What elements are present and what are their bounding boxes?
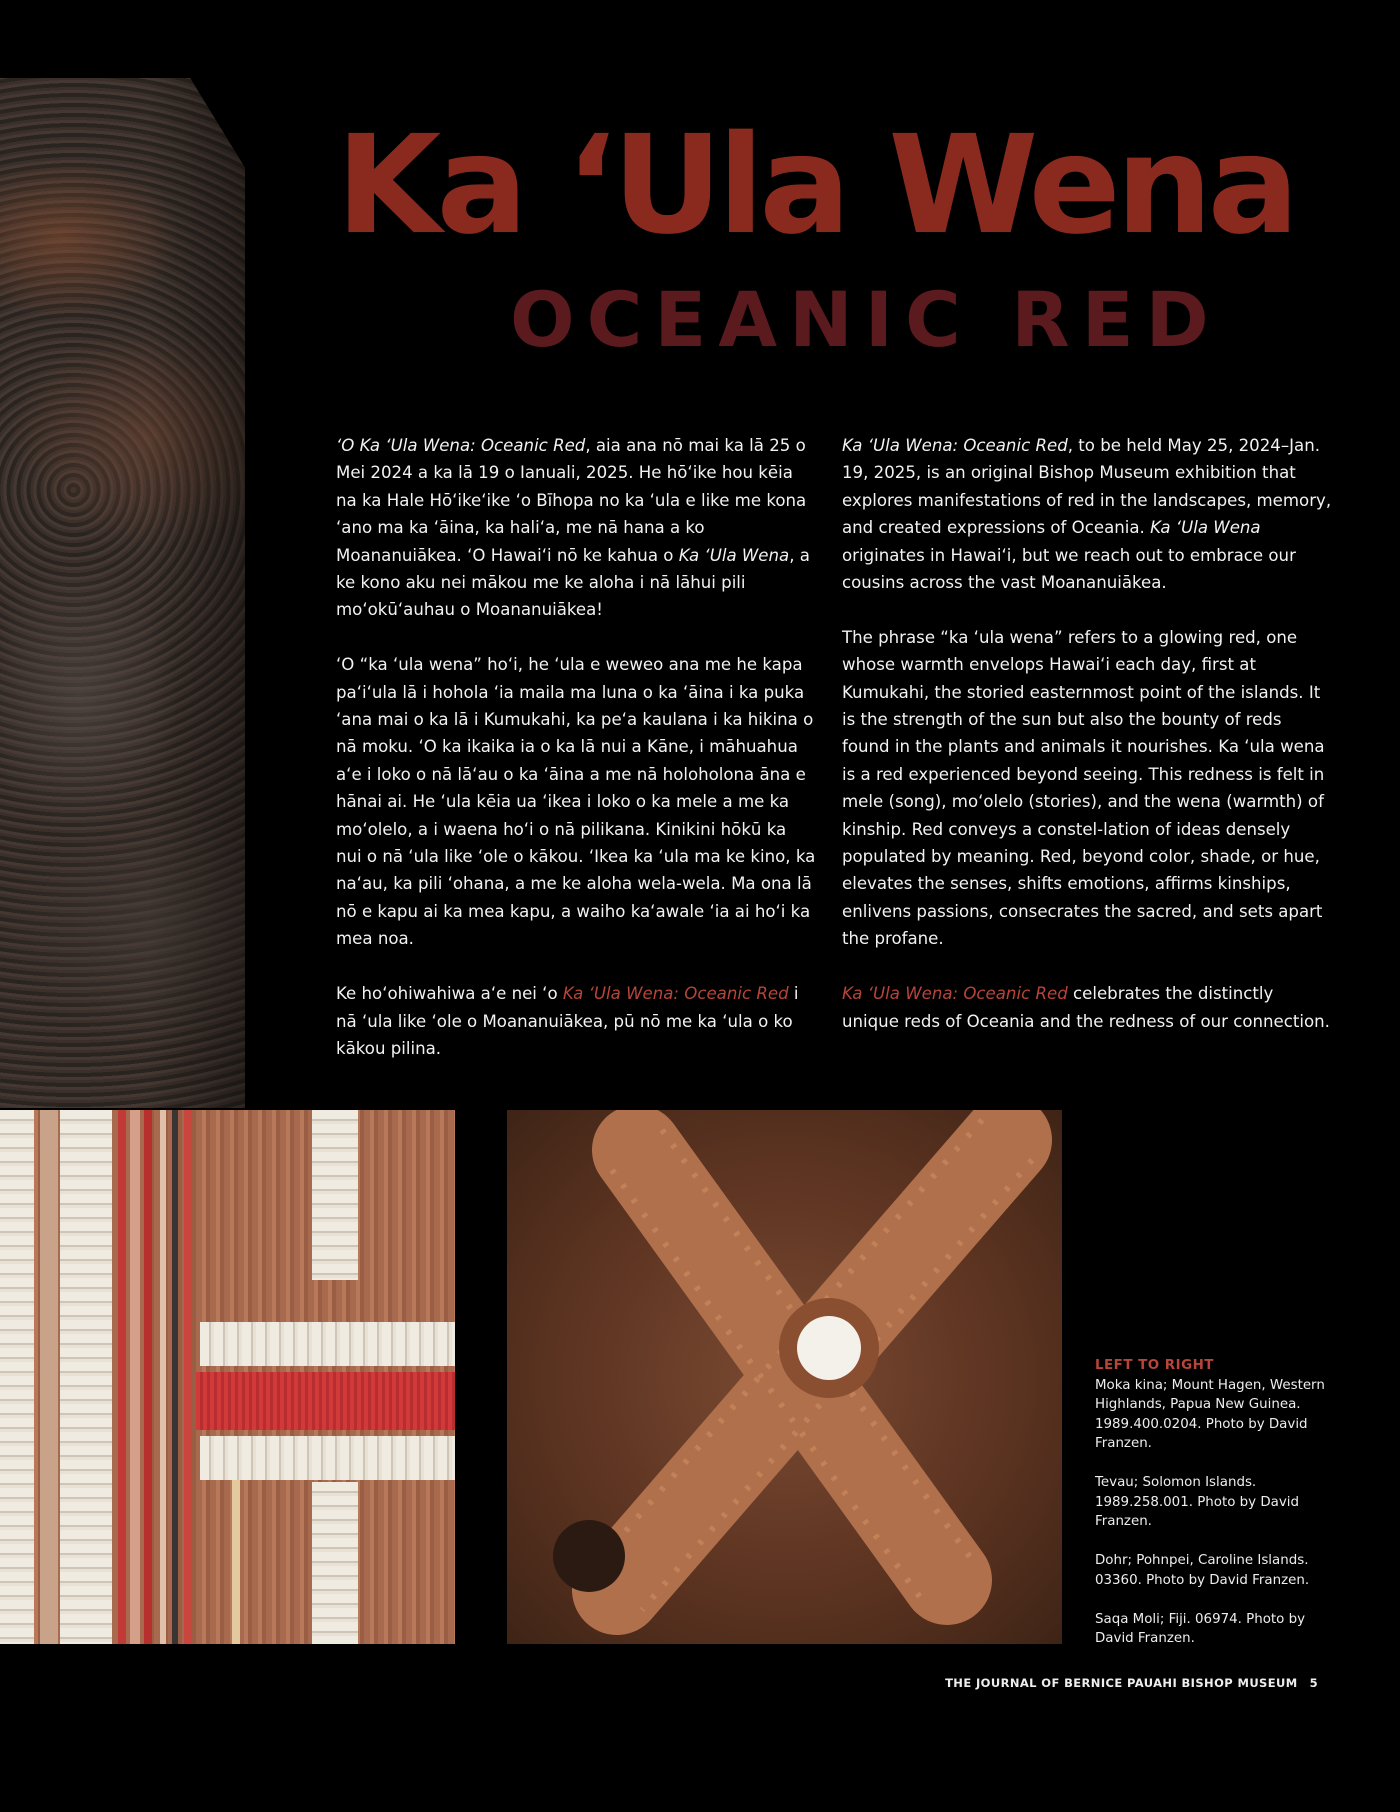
english-paragraph-3: Ka ʻUla Wena: Oceanic Red celebrates the distinctly unique reds of Oceania and the redness of our connection. (842, 984, 1330, 1031)
carved-artifact-photo (507, 1110, 1062, 1644)
caption-item: Tevau; Solomon Islands. 1989.258.001. Photo by David Franzen. (1095, 1475, 1300, 1529)
journal-name: THE JOURNAL OF BERNICE PAUAHI BISHOP MUSEUM (945, 1676, 1298, 1690)
caption-item: Dohr; Pohnpei, Caroline Islands. 03360. Photo by David Franzen. (1095, 1553, 1310, 1588)
hawaiian-text-column (336, 432, 816, 1090)
page-number: 5 (1309, 1676, 1318, 1690)
hawaiian-paragraph-3: Ke hoʻohiwahiwa aʻe nei ʻo Ka ʻUla Wena: Oceanic Red i nā ʻula like ʻole o Moananuiākea, pū nō me ka ʻula o ko kākou pilina. (336, 984, 799, 1058)
rock-photo (0, 78, 245, 1108)
hawaiian-paragraph-1: ‘O Ka ‘Ula Wena: Oceanic Red, aia ana nō mai ka lā 25 o Mei 2024 a ka lā 19 o Ianuali, 2025. He hōʻike hou kēia na ka Hale Hōʻikeʻike ʻo Bīhopa no ka ʻula e like me kona ʻano ma ka ʻāina, ka haliʻa, me nā hana a ko Moananuiākea. ʻO Hawaiʻi nō ke kahua o Ka ʻUla Wena, a ke kono aku nei mākou me ke aloha i nā lāhui pili moʻokūʻauhau o Moananuiākea! (336, 436, 810, 620)
caption-heading: LEFT TO RIGHT (1095, 1358, 1214, 1373)
page-title: Ka ‘Ula Wena (336, 107, 1295, 265)
carved-artifact-illustration (507, 1110, 1062, 1644)
caption-item: Saqa Moli; Fiji. 06974. Photo by David Franzen. (1095, 1611, 1306, 1646)
caption-item: Moka kina; Mount Hagen, Western Highlands, Papua New Guinea. 1989.400.0204. Photo by David Franzen. (1095, 1377, 1325, 1451)
page-footer (945, 1676, 1318, 1690)
english-paragraph-2: The phrase “ka ʻula wena” refers to a glowing red, one whose warmth envelops Hawaiʻi each day, first at Kumukahi, the storied easternmost point of the islands. It is the strength of the sun but also the bounty of reds found in the plants and animals it nourishes. Ka ʻula wena is a red experienced beyond seeing. This redness is felt in mele (song), moʻolelo (stories), and the wena (warmth) of kinship. Red conveys a constel-lation of ideas densely populated by meaning. Red, beyond color, shade, or hue, elevates the senses, shifts emotions, affirms kinships, enlivens passions, consecrates the sacred, and sets apart the profane. (842, 627, 1325, 949)
photo-caption (1095, 1356, 1335, 1668)
textile-photo (0, 1110, 455, 1644)
english-text-column (842, 432, 1332, 1062)
english-paragraph-1: Ka ʻUla Wena: Oceanic Red, to be held May 25, 2024–Jan. 19, 2025, is an original Bishop Museum exhibition that explores manifestations of red in the landscapes, memory, and created expressions of Oceania. Ka ʻUla Wena originates in Hawaiʻi, but we reach out to embrace our cousins across the vast Moananuiākea. (842, 436, 1332, 593)
page-subtitle: OCEANIC RED (510, 275, 1221, 364)
hawaiian-paragraph-2: ʻO “ka ʻula wena” hoʻi, he ʻula e weweo ana me he kapa paʻiʻula lā i hohola ʻia maila ma luna o ka ʻāina i ka puka ʻana mai o ka lā i Kumukahi, ka peʻa kaulana i ka hikina o nā moku. ʻO ka ikaika ia o ka lā nui a Kāne, i māhuahua aʻe i loko o nā lāʻau o ka ʻāina a me nā holoholona āna e hānai ai. He ʻula kēia ua ʻikea i loko o ka mele a me ka moʻolelo, a i waena hoʻi o nā pilikana. Kinikini hōkū ka nui o nā ʻula like ʻole o kākou. ʻIkea ka ʻula ma ke kino, ka naʻau, ka pili ʻohana, a me ke aloha wela-wela. Ma ona lā nō e kapu ai ka mea kapu, a waiho kaʻawale ʻia ai hoʻi ka mea noa. (336, 655, 816, 949)
